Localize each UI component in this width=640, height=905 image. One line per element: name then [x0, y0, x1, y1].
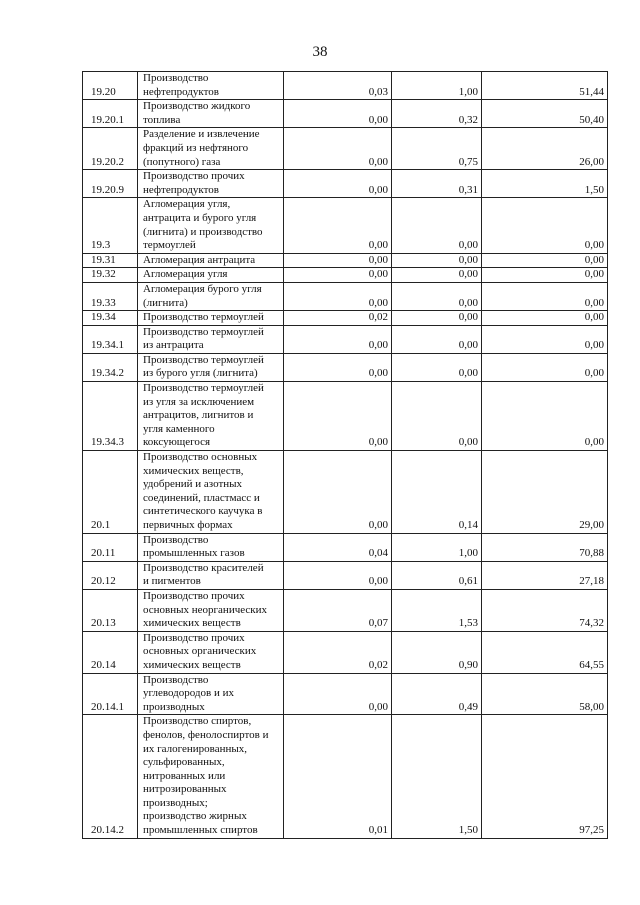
row-name	[138, 673, 284, 715]
row-value-2: 1,53	[392, 589, 482, 631]
row-value-1: 0,02	[284, 311, 392, 326]
row-value-1: 0,03	[284, 72, 392, 100]
row-code: 20.1	[83, 451, 138, 534]
row-value-1: 0,07	[284, 589, 392, 631]
row-value-3: 0,00	[482, 325, 608, 353]
row-name-line: Производство красителей	[143, 561, 264, 574]
row-value-3: 27,18	[482, 561, 608, 589]
table-row	[83, 589, 608, 631]
row-value-2: 0,00	[392, 311, 482, 326]
row-name-line: нитрозированных	[143, 783, 227, 796]
row-name	[138, 268, 284, 283]
table-row	[83, 382, 608, 451]
table-row	[83, 325, 608, 353]
row-value-3: 0,00	[482, 282, 608, 310]
row-value-3: 0,00	[482, 253, 608, 268]
row-value-2: 0,61	[392, 561, 482, 589]
row-name-line: Производство	[143, 673, 209, 686]
row-name	[138, 72, 284, 100]
row-value-2: 1,50	[392, 715, 482, 838]
table-row	[83, 268, 608, 283]
row-value-3: 0,00	[482, 198, 608, 253]
table-row	[83, 253, 608, 268]
row-name	[138, 170, 284, 198]
row-name-line: Производство термоуглей	[143, 325, 264, 338]
row-name-line: производных	[143, 700, 205, 713]
row-name-line: антрацитов, лигнитов и	[143, 409, 254, 422]
row-code: 19.20.1	[83, 100, 138, 128]
row-value-3: 26,00	[482, 128, 608, 170]
row-name-line: Производство термоуглей	[143, 382, 264, 395]
row-name-line: (попутного) газа	[143, 155, 221, 168]
row-value-3: 29,00	[482, 451, 608, 534]
row-value-2: 0,75	[392, 128, 482, 170]
row-name-line: Производство прочих	[143, 589, 245, 602]
row-name-line: Производство	[143, 72, 209, 84]
row-name-line: химических веществ	[143, 617, 241, 630]
row-code: 20.11	[83, 533, 138, 561]
table-row	[83, 170, 608, 198]
row-code: 19.31	[83, 253, 138, 268]
table-row	[83, 715, 608, 838]
table-row	[83, 533, 608, 561]
row-code: 20.12	[83, 561, 138, 589]
row-code: 19.32	[83, 268, 138, 283]
row-name-line: химических веществ	[143, 658, 241, 671]
row-name-line: нефтепродуктов	[143, 85, 219, 98]
row-name-line: Разделение и извлечение	[143, 128, 260, 141]
row-name-line: Агломерация антрацита	[143, 253, 256, 266]
row-name-line: химических веществ,	[143, 464, 244, 477]
row-value-1: 0,00	[284, 128, 392, 170]
row-value-2: 0,14	[392, 451, 482, 534]
row-value-2: 0,00	[392, 253, 482, 268]
row-name-line: сульфированных,	[143, 756, 225, 769]
row-name-line: Агломерация бурого угля	[143, 282, 262, 295]
row-code: 19.34.3	[83, 382, 138, 451]
row-value-2: 0,00	[392, 268, 482, 283]
row-value-2: 0,49	[392, 673, 482, 715]
row-name	[138, 715, 284, 838]
row-name	[138, 533, 284, 561]
row-code: 19.3	[83, 198, 138, 253]
row-value-1: 0,00	[284, 282, 392, 310]
row-code: 19.34	[83, 311, 138, 326]
row-code: 20.14.2	[83, 715, 138, 838]
row-value-3: 58,00	[482, 673, 608, 715]
row-value-1: 0,04	[284, 533, 392, 561]
table-row	[83, 100, 608, 128]
row-value-1: 0,00	[284, 382, 392, 451]
table-row	[83, 72, 608, 100]
table-body	[83, 72, 608, 839]
row-value-1: 0,02	[284, 631, 392, 673]
row-value-2: 0,00	[392, 325, 482, 353]
row-name-line: углеводородов и их	[143, 687, 234, 700]
table-row	[83, 451, 608, 534]
row-name-line: термоуглей	[143, 239, 196, 252]
row-name-line: из антрацита	[143, 339, 204, 352]
row-value-3: 70,88	[482, 533, 608, 561]
row-name-line: (лигнита) и производство	[143, 225, 263, 238]
row-name	[138, 353, 284, 381]
row-code: 20.14	[83, 631, 138, 673]
row-name-line: их галогенированных,	[143, 742, 247, 755]
row-code: 19.34.2	[83, 353, 138, 381]
row-name-line: из угля за исключением	[143, 395, 255, 408]
table-row	[83, 631, 608, 673]
row-value-3: 0,00	[482, 353, 608, 381]
row-value-2: 0,31	[392, 170, 482, 198]
row-value-3: 51,44	[482, 72, 608, 100]
row-name	[138, 311, 284, 326]
row-name	[138, 128, 284, 170]
row-name-line: угля каменного	[143, 422, 215, 435]
row-name-line: нитрованных или	[143, 769, 226, 782]
row-value-3: 50,40	[482, 100, 608, 128]
row-value-1: 0,00	[284, 673, 392, 715]
row-value-3: 0,00	[482, 382, 608, 451]
row-name-line: Производство спиртов,	[143, 715, 252, 728]
row-value-3: 97,25	[482, 715, 608, 838]
row-value-2: 0,90	[392, 631, 482, 673]
row-name-line: коксующегося	[143, 436, 211, 449]
row-name-line: производство жирных	[143, 810, 247, 823]
row-name-line: соединений, пластмасс и	[143, 491, 260, 504]
row-name-line: Производство термоуглей	[143, 311, 264, 324]
table-row	[83, 128, 608, 170]
row-value-1: 0,00	[284, 353, 392, 381]
table-row	[83, 673, 608, 715]
row-value-2: 0,00	[392, 198, 482, 253]
row-name-line: синтетического каучука в	[143, 505, 263, 518]
row-value-2: 0,00	[392, 353, 482, 381]
row-name	[138, 282, 284, 310]
row-value-1: 0,00	[284, 451, 392, 534]
row-name-line: Агломерация угля,	[143, 198, 231, 211]
row-name	[138, 631, 284, 673]
row-value-3: 0,00	[482, 311, 608, 326]
row-name-line: фракций из нефтяного	[143, 141, 249, 154]
row-value-3: 64,55	[482, 631, 608, 673]
row-code: 19.33	[83, 282, 138, 310]
row-value-1: 0,00	[284, 325, 392, 353]
row-name-line: Производство прочих	[143, 631, 245, 644]
row-value-2: 1,00	[392, 72, 482, 100]
row-name-line: Производство жидкого	[143, 100, 251, 113]
row-name-line: Агломерация угля	[143, 268, 228, 281]
table-row	[83, 198, 608, 253]
row-value-1: 0,01	[284, 715, 392, 838]
row-value-3: 0,00	[482, 268, 608, 283]
row-code: 20.13	[83, 589, 138, 631]
row-name	[138, 451, 284, 534]
row-name-line: и пигментов	[143, 575, 201, 588]
row-name-line: антрацита и бурого угля	[143, 211, 257, 224]
table-row	[83, 561, 608, 589]
row-name-line: из бурого угля (лигнита)	[143, 367, 258, 380]
row-name-line: Производство прочих	[143, 170, 245, 183]
row-code: 19.20.2	[83, 128, 138, 170]
row-name-line: основных неорганических	[143, 603, 268, 616]
data-table	[82, 71, 608, 839]
row-value-1: 0,00	[284, 198, 392, 253]
row-name	[138, 253, 284, 268]
row-code: 19.20.9	[83, 170, 138, 198]
row-name-line: первичных формах	[143, 519, 233, 531]
row-name-line: основных органических	[143, 645, 257, 658]
row-name	[138, 382, 284, 451]
row-name	[138, 589, 284, 631]
row-value-1: 0,00	[284, 170, 392, 198]
table-row	[83, 311, 608, 326]
row-value-1: 0,00	[284, 268, 392, 283]
row-code: 19.34.1	[83, 325, 138, 353]
row-name-line: нефтепродуктов	[143, 183, 219, 196]
row-name-line: промышленных газов	[143, 547, 245, 560]
row-name	[138, 325, 284, 353]
row-name-line: промышленных спиртов	[143, 824, 258, 837]
row-value-1: 0,00	[284, 253, 392, 268]
row-name-line: фенолов, фенолоспиртов и	[143, 728, 269, 741]
row-value-1: 0,00	[284, 561, 392, 589]
row-value-2: 1,00	[392, 533, 482, 561]
row-value-3: 74,32	[482, 589, 608, 631]
row-name-line: Производство термоуглей	[143, 353, 264, 366]
row-name	[138, 561, 284, 589]
row-code: 19.20	[83, 72, 138, 100]
row-value-1: 0,00	[284, 100, 392, 128]
row-code: 20.14.1	[83, 673, 138, 715]
row-name-line: удобрений и азотных	[143, 478, 243, 491]
row-name-line: Производство основных	[143, 451, 258, 464]
row-value-2: 0,32	[392, 100, 482, 128]
row-name-line: (лигнита)	[143, 296, 188, 309]
row-name-line: производных;	[143, 796, 208, 809]
page-number: 38	[312, 44, 328, 60]
table-row	[83, 353, 608, 381]
row-value-3: 1,50	[482, 170, 608, 198]
row-value-2: 0,00	[392, 382, 482, 451]
row-value-2: 0,00	[392, 282, 482, 310]
table-row	[83, 282, 608, 310]
row-name	[138, 198, 284, 253]
row-name-line: топлива	[143, 113, 181, 126]
row-name	[138, 100, 284, 128]
row-name-line: Производство	[143, 533, 209, 546]
